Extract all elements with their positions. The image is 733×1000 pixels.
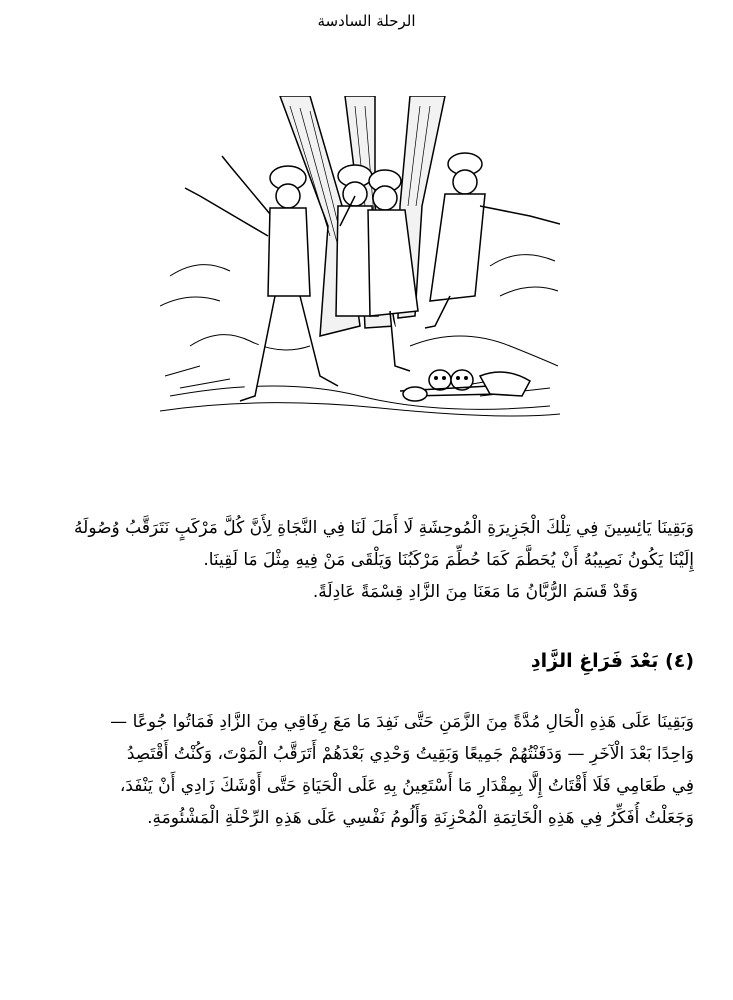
paragraph-1-line: وَقَدْ قَسَمَ الرُّبَّانُ مَا مَعَنَا مِنَ الزَّادِ قِسْمَةً عَادِلَةً. bbox=[312, 582, 638, 602]
paragraph-1 bbox=[42, 512, 694, 608]
paragraph-1-line: إِلَيْنَا يَكُونُ نَصِيبُهُ أَنْ يُحَطَّمَ كَمَا حُطِّمَ مَرْكَبُنَا وَيَلْقَى مَنْ فِيهِ مِثْلَ مَا لَقِينَا. bbox=[203, 550, 694, 570]
paragraph-2-line: وَبَقِينَا عَلَى هَذِهِ الْحَالِ مُدَّةً مِنَ الزَّمَنِ حَتَّى نَفِدَ مَا مَعَ رِفَاقِي مِنَ الزَّادِ فَمَاتُوا جُوعًا — bbox=[110, 712, 694, 732]
paragraph-2-line: فِي طَعَامِي فَلَا أَقْتَاتُ إِلَّا بِمِقْدَارِ مَا أَسْتَعِينُ بِهِ عَلَى الْحَيَاةِ حَتَّى أَوْشَكَ زَادِي أَنْ يَنْفَدَ، bbox=[119, 776, 694, 796]
engraving-illustration bbox=[160, 96, 560, 422]
section-heading: (٤) بَعْدَ فَرَاغِ الزَّادِ bbox=[530, 650, 694, 672]
paragraph-2-line: وَاحِدًا بَعْدَ الْآخَرِ — وَدَفَنْتُهُمْ جَمِيعًا وَبَقِيتُ وَحْدِي بَعْدَهُمْ أَتَرَقَّبُ الْمَوْتَ، وَكُنْتُ أَقْتَصِدُ bbox=[126, 744, 694, 764]
paragraph-2 bbox=[42, 706, 694, 834]
engraving-figure bbox=[160, 96, 560, 422]
running-head: الرحلة السادسة bbox=[317, 12, 416, 30]
paragraph-2-line: وَجَعَلْتُ أُفَكِّرُ فِي هَذِهِ الْخَاتِمَةِ الْمُحْزِنَةِ وَأَلُومُ نَفْسِي عَلَى هَذِهِ الرِّحْلَةِ الْمَشْئُومَةِ. bbox=[147, 808, 694, 828]
paragraph-1-line: وَبَقِينَا يَائِسِينَ فِي تِلْكَ الْجَزِيرَةِ الْمُوحِشَةِ لَا أَمَلَ لَنَا فِي النَّجَاةِ لِأَنَّ كُلَّ مَرْكَبٍ نَتَرَقَّبُ وُصُولَهُ bbox=[74, 518, 694, 538]
